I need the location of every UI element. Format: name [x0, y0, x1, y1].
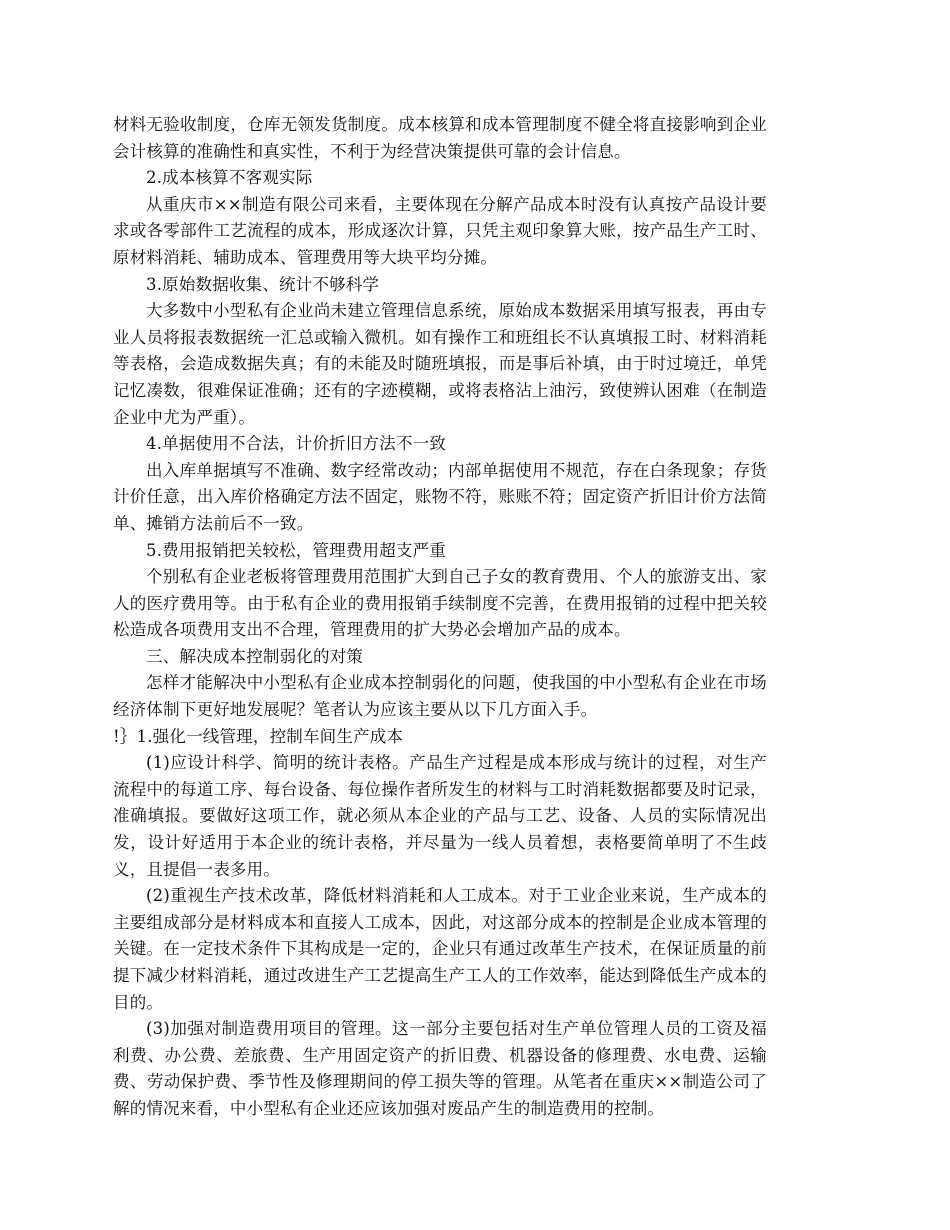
paragraph: 从重庆市××制造有限公司来看，主要体现在分解产品成本时没有认真按产品设计要求或各零部件工艺流程的成本，形成逐次计算，只凭主观印象算大账，按产品生产工时、原材料消耗、辅助成本、管理费用等大块平均分摊。: [113, 194, 767, 267]
chapter-heading-3: 三、解决成本控制弱化的对策: [146, 646, 364, 666]
document-page: [113, 112, 767, 1123]
section-heading-5: 5.费用报销把关较松，管理费用超支严重: [146, 540, 447, 560]
paragraph: (2)重视生产技术改革，降低材料消耗和人工成本。对于工业企业来说，生产成本的主要组成部分是材料成本和直接人工成本，因此，对这部分成本的控制是企业成本管理的关键。在一定技术条件下其构成是一定的，企业只有通过改革生产技术，在保证质量的前提下减少材料消耗，通过改进生产工艺提高生产工人的工作效率，能达到降低生产成本的目的。: [113, 886, 767, 1012]
paragraph: (1)应设计科学、简明的统计表格。产品生产过程是成本形成与统计的过程，对生产流程中的每道工序、每台设备、每位操作者所发生的材料与工时消耗数据都要及时记录，准确填报。要做好这项工作，就必须从本企业的产品与工艺、设备、人员的实际情况出发，设计好适用于本企业的统计表格，并尽量为一线人员着想，表格要简单明了不生歧义，且提倡一表多用。: [113, 753, 767, 879]
section-heading-2: 2.成本核算不客观实际: [146, 168, 313, 188]
paragraph: 大多数中小型私有企业尚未建立管理信息系统，原始成本数据采用填写报表，再由专业人员将报表数据统一汇总或输入微机。如有操作工和班组长不认真填报工时、材料消耗等表格，会造成数据失真；有的未能及时随班填报，而是事后补填，由于时过境迁，单凭记忆凑数，很难保证准确；还有的字迹模糊，或将表格沾上油污，致使辨认困难（在制造企业中尤为严重）。: [113, 301, 767, 427]
paragraph-continuation: 材料无验收制度，仓库无领发货制度。成本核算和成本管理制度不健全将直接影响到企业会计核算的准确性和真实性，不利于为经营决策提供可靠的会计信息。: [113, 115, 767, 161]
paragraph: (3)加强对制造费用项目的管理。这一部分主要包括对生产单位管理人员的工资及福利费、办公费、差旅费、生产用固定资产的折旧费、机器设备的修理费、水电费、运输费、劳动保护费、季节性及修理期间的停工损失等的管理。从笔者在重庆××制造公司了解的情况来看，中小型私有企业还应该加强对废品产生的制造费用的控制。: [113, 1019, 767, 1118]
section-heading-4: 4.单据使用不合法，计价折旧方法不一致: [146, 434, 447, 454]
paragraph: 个别私有企业老板将管理费用范围扩大到自己子女的教育费用、个人的旅游支出、家人的医疗费用等。由于私有企业的费用报销手续制度不完善，在费用报销的过程中把关较松造成各项费用支出不合理，管理费用的扩大势必会增加产品的成本。: [113, 567, 767, 640]
subsection-heading-1: !｝1.强化一线管理，控制车间生产成本: [113, 726, 404, 746]
section-heading-3: 3.原始数据收集、统计不够科学: [146, 274, 380, 294]
paragraph: 出入库单据填写不准确、数字经常改动；内部单据使用不规范，存在白条现象；存货计价任意，出入库价格确定方法不固定，账物不符，账账不符；固定资产折旧计价方法简单、摊销方法前后不一致。: [113, 460, 767, 533]
paragraph: 怎样才能解决中小型私有企业成本控制弱化的问题，使我国的中小型私有企业在市场经济体制下更好地发展呢？笔者认为应该主要从以下几方面入手。: [113, 673, 767, 720]
